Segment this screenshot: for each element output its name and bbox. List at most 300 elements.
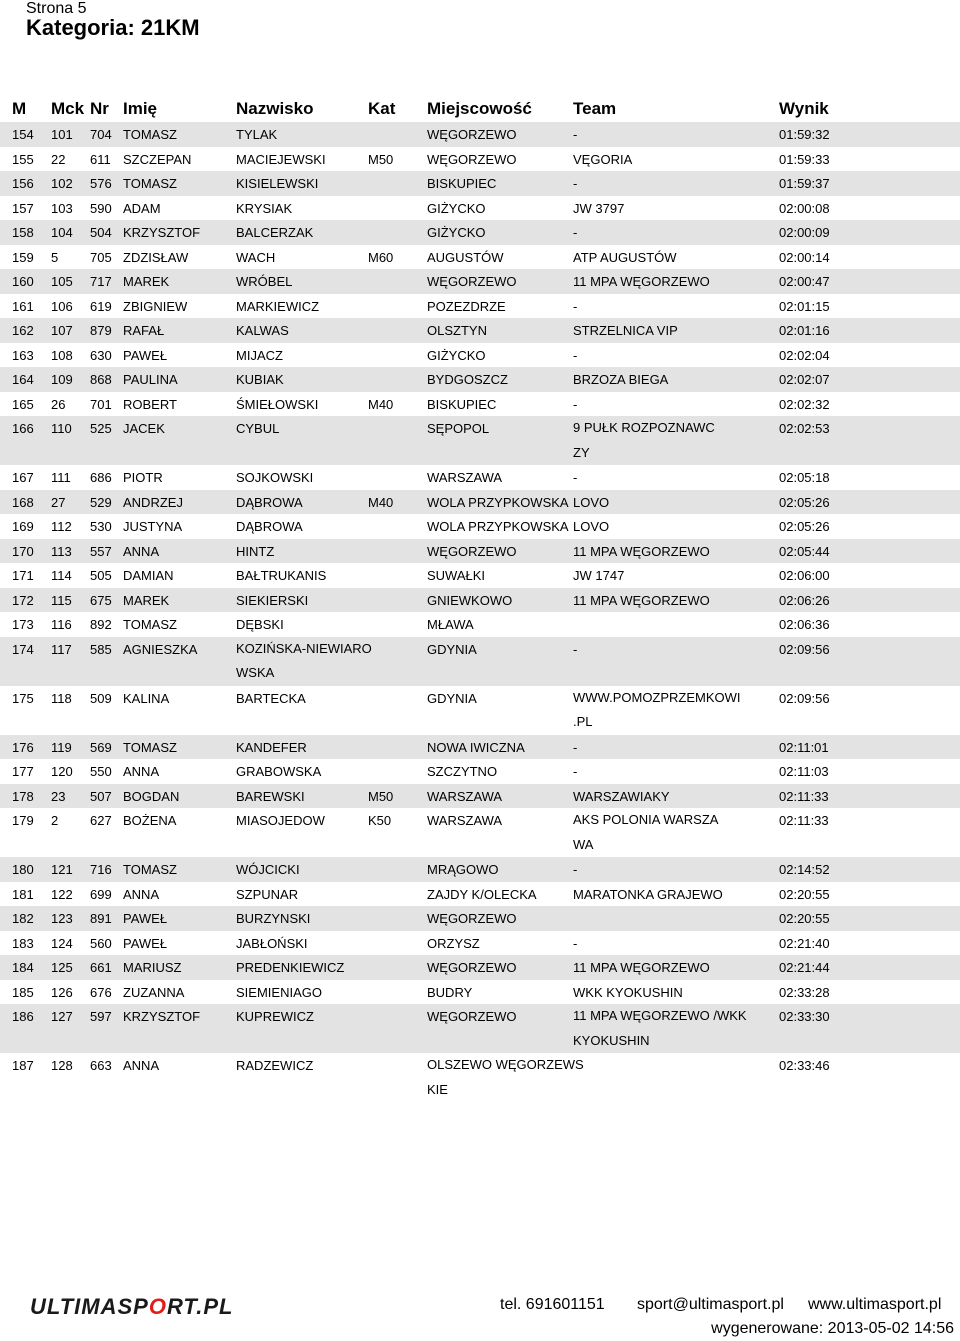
cell-imie: PAWEŁ bbox=[123, 911, 168, 926]
table-row bbox=[0, 1004, 960, 1053]
cell-team: 11 MPA WĘGORZEWO /WKK KYOKUSHIN bbox=[573, 1008, 747, 1048]
cell-nazwisko: DĄBROWA bbox=[236, 494, 303, 510]
cell-nazwisko: RADZEWICZ bbox=[236, 1058, 314, 1073]
cell-miejscowosc: AUGUSTÓW bbox=[427, 249, 504, 265]
cell-wynik: 02:11:33 bbox=[779, 813, 829, 828]
cell-mck: 111 bbox=[51, 470, 71, 485]
cell-m: 155 bbox=[12, 151, 34, 167]
cell-nr: 550 bbox=[90, 764, 112, 779]
cell-nr: 891 bbox=[90, 911, 112, 926]
cell-miejscowosc: WĘGORZEWO bbox=[427, 274, 517, 289]
cell-m: 184 bbox=[12, 960, 34, 975]
cell-nr: 879 bbox=[90, 323, 112, 338]
cell-mck: 114 bbox=[51, 568, 72, 583]
cell-nazwisko: BARTECKA bbox=[236, 690, 306, 706]
cell-wynik: 02:02:07 bbox=[779, 372, 830, 387]
cell-nr: 590 bbox=[90, 200, 112, 216]
cell-miejscowosc: GNIEWKOWO bbox=[427, 592, 513, 608]
cell-nr: 892 bbox=[90, 617, 112, 632]
cell-miejscowosc: OLSZEWO WĘGORZEWS KIE bbox=[427, 1057, 584, 1097]
cell-nazwisko: CYBUL bbox=[236, 421, 280, 436]
cell-imie: RAFAŁ bbox=[123, 323, 165, 338]
cell-miejscowosc: SĘPOPOL bbox=[427, 421, 490, 436]
cell-imie: JUSTYNA bbox=[123, 519, 183, 534]
cell-kat: M50 bbox=[368, 151, 394, 167]
cell-mck: 116 bbox=[51, 617, 72, 632]
cell-imie: TOMASZ bbox=[123, 862, 177, 877]
cell-m: 163 bbox=[12, 347, 34, 363]
cell-nazwisko: DĄBROWA bbox=[236, 519, 303, 534]
cell-imie: BOGDAN bbox=[123, 788, 180, 804]
cell-m: 154 bbox=[12, 127, 34, 142]
cell-nazwisko: KOZIŃSKA-NIEWIARO WSKA bbox=[236, 640, 372, 680]
cell-m: 185 bbox=[12, 984, 34, 1000]
cell-nr: 525 bbox=[90, 421, 112, 436]
cell-wynik: 02:02:53 bbox=[779, 421, 830, 436]
cell-nazwisko: BAŁTRUKANIS bbox=[236, 568, 327, 583]
cell-wynik: 02:11:33 bbox=[779, 788, 829, 804]
footer bbox=[0, 1290, 960, 1341]
cell-m: 156 bbox=[12, 176, 34, 191]
cell-m: 166 bbox=[12, 421, 34, 436]
cell-nr: 597 bbox=[90, 1009, 112, 1024]
cell-m: 177 bbox=[12, 764, 34, 779]
cell-team: WARSZAWIAKY bbox=[573, 788, 670, 804]
cell-miejscowosc: WOLA PRZYPKOWSKA bbox=[427, 519, 569, 534]
cell-mck: 124 bbox=[51, 935, 73, 951]
cell-kat: M50 bbox=[368, 788, 394, 804]
cell-mck: 125 bbox=[51, 960, 73, 975]
cell-wynik: 02:06:26 bbox=[779, 592, 830, 608]
cell-nr: 676 bbox=[90, 984, 112, 1000]
table-row bbox=[0, 196, 960, 221]
cell-mck: 119 bbox=[51, 739, 72, 755]
table-row bbox=[0, 588, 960, 613]
cell-miejscowosc: WĘGORZEWO bbox=[427, 151, 517, 167]
cell-miejscowosc: WĘGORZEWO bbox=[427, 543, 517, 559]
cell-nr: 661 bbox=[90, 960, 112, 975]
cell-wynik: 02:06:00 bbox=[779, 568, 830, 583]
cell-miejscowosc: NOWA IWICZNA bbox=[427, 739, 525, 755]
cell-miejscowosc: BISKUPIEC bbox=[427, 396, 497, 412]
cell-m: 160 bbox=[12, 274, 34, 289]
cell-team: 11 MPA WĘGORZEWO bbox=[573, 274, 710, 289]
cell-miejscowosc: WĘGORZEWO bbox=[427, 1009, 517, 1024]
cell-mck: 107 bbox=[51, 323, 73, 338]
cell-team: AKS POLONIA WARSZA WA bbox=[573, 812, 719, 852]
results-table bbox=[0, 122, 960, 1102]
cell-team: - bbox=[573, 470, 578, 485]
cell-nr: 701 bbox=[90, 396, 112, 412]
cell-wynik: 02:20:55 bbox=[779, 911, 830, 926]
cell-nazwisko: KUBIAK bbox=[236, 372, 284, 387]
cell-nazwisko: KRYSIAK bbox=[236, 200, 293, 216]
cell-mck: 126 bbox=[51, 984, 73, 1000]
cell-team: - bbox=[573, 935, 578, 951]
col-header-nazwisko: Nazwisko bbox=[236, 99, 314, 118]
cell-wynik: 02:11:03 bbox=[779, 764, 829, 779]
cell-team: - bbox=[573, 225, 578, 240]
table-row bbox=[0, 955, 960, 980]
table-row bbox=[0, 294, 960, 319]
cell-mck: 118 bbox=[51, 690, 72, 706]
cell-nr: 627 bbox=[90, 813, 112, 828]
cell-team: - bbox=[573, 127, 578, 142]
footer-website[interactable]: www.ultimasport.pl bbox=[808, 1296, 942, 1313]
cell-mck: 2 bbox=[51, 813, 59, 828]
cell-miejscowosc: WĘGORZEWO bbox=[427, 960, 517, 975]
cell-nr: 611 bbox=[90, 151, 111, 167]
table-row bbox=[0, 147, 960, 172]
cell-imie: ZUZANNA bbox=[123, 984, 185, 1000]
cell-nazwisko: KALWAS bbox=[236, 323, 289, 338]
cell-m: 171 bbox=[12, 568, 34, 583]
cell-wynik: 02:09:56 bbox=[779, 690, 830, 706]
cell-team: LOVO bbox=[573, 494, 610, 510]
cell-mck: 127 bbox=[51, 1009, 73, 1024]
cell-team: STRZELNICA VIP bbox=[573, 323, 678, 338]
cell-team: 11 MPA WĘGORZEWO bbox=[573, 960, 710, 975]
cell-mck: 104 bbox=[51, 225, 73, 240]
table-row bbox=[0, 882, 960, 907]
cell-imie: TOMASZ bbox=[123, 127, 177, 142]
cell-imie: PIOTR bbox=[123, 470, 163, 485]
cell-team: - bbox=[573, 862, 578, 877]
cell-mck: 26 bbox=[51, 396, 66, 412]
cell-nr: 530 bbox=[90, 519, 112, 534]
page-label: Strona 5 bbox=[26, 0, 87, 17]
cell-m: 187 bbox=[12, 1058, 34, 1073]
cell-miejscowosc: OLSZTYN bbox=[427, 323, 487, 338]
cell-imie: PAWEŁ bbox=[123, 935, 168, 951]
cell-wynik: 02:00:09 bbox=[779, 225, 830, 240]
cell-team: ATP AUGUSTÓW bbox=[573, 249, 677, 265]
cell-m: 181 bbox=[12, 886, 34, 902]
cell-miejscowosc: BYDGOSZCZ bbox=[427, 372, 508, 387]
cell-wynik: 02:01:16 bbox=[779, 323, 830, 338]
cell-imie: KRZYSZTOF bbox=[123, 225, 201, 240]
cell-wynik: 02:05:26 bbox=[779, 519, 830, 534]
cell-imie: AGNIESZKA bbox=[123, 641, 198, 657]
cell-wynik: 01:59:33 bbox=[779, 151, 830, 167]
cell-nazwisko: MARKIEWICZ bbox=[236, 298, 320, 314]
cell-nr: 619 bbox=[90, 298, 112, 314]
cell-nazwisko: TYLAK bbox=[236, 127, 278, 142]
cell-m: 180 bbox=[12, 862, 34, 877]
cell-nazwisko: WRÓBEL bbox=[236, 274, 293, 289]
cell-wynik: 01:59:37 bbox=[779, 176, 830, 191]
col-header-mck: Mck bbox=[51, 99, 85, 118]
cell-wynik: 02:21:44 bbox=[779, 960, 830, 975]
cell-mck: 23 bbox=[51, 788, 66, 804]
cell-miejscowosc: WĘGORZEWO bbox=[427, 127, 517, 142]
cell-nr: 509 bbox=[90, 690, 112, 706]
cell-team: - bbox=[573, 347, 578, 363]
cell-nazwisko: MIJACZ bbox=[236, 347, 283, 363]
cell-nazwisko: KUPREWICZ bbox=[236, 1009, 314, 1024]
cell-m: 165 bbox=[12, 396, 34, 412]
cell-imie: KALINA bbox=[123, 690, 170, 706]
cell-team: - bbox=[573, 764, 578, 779]
cell-imie: TOMASZ bbox=[123, 176, 177, 191]
cell-wynik: 02:33:46 bbox=[779, 1058, 830, 1073]
cell-team: - bbox=[573, 641, 578, 657]
cell-miejscowosc: ZAJDY K/OLECKA bbox=[427, 886, 537, 902]
cell-nazwisko: BURZYNSKI bbox=[236, 911, 311, 926]
table-row bbox=[0, 980, 960, 1005]
cell-nr: 705 bbox=[90, 249, 112, 265]
cell-team: 11 MPA WĘGORZEWO bbox=[573, 543, 710, 559]
cell-wynik: 02:00:14 bbox=[779, 249, 830, 265]
cell-mck: 103 bbox=[51, 200, 73, 216]
cell-nazwisko: WÓJCICKI bbox=[236, 862, 300, 877]
cell-wynik: 02:21:40 bbox=[779, 935, 830, 951]
cell-imie: BOŻENA bbox=[123, 813, 177, 828]
table-header bbox=[0, 97, 960, 121]
cell-wynik: 02:05:44 bbox=[779, 543, 830, 559]
ultimasport-logo: ULTIMASPORT.PL bbox=[30, 1294, 234, 1319]
cell-nazwisko: HINTZ bbox=[236, 543, 275, 559]
cell-m: 164 bbox=[12, 372, 34, 387]
col-header-nr: Nr bbox=[90, 99, 109, 118]
cell-nr: 686 bbox=[90, 470, 112, 485]
cell-nazwisko: SIEKIERSKI bbox=[236, 592, 309, 608]
table-row bbox=[0, 220, 960, 245]
cell-nazwisko: SIEMIENIAGO bbox=[236, 984, 322, 1000]
cell-mck: 123 bbox=[51, 911, 73, 926]
cell-imie: SZCZEPAN bbox=[123, 151, 192, 167]
cell-nazwisko: SOJKOWSKI bbox=[236, 470, 314, 485]
cell-mck: 5 bbox=[51, 249, 59, 265]
cell-wynik: 02:14:52 bbox=[779, 862, 830, 877]
cell-nr: 663 bbox=[90, 1058, 112, 1073]
table-row bbox=[0, 392, 960, 417]
cell-imie: ZDZISŁAW bbox=[123, 249, 189, 265]
cell-nr: 507 bbox=[90, 788, 112, 804]
cell-imie: ZBIGNIEW bbox=[123, 298, 188, 314]
cell-mck: 110 bbox=[51, 421, 72, 436]
cell-kat: M60 bbox=[368, 249, 394, 265]
cell-mck: 105 bbox=[51, 274, 73, 289]
cell-imie: DAMIAN bbox=[123, 568, 174, 583]
table-row bbox=[0, 563, 960, 588]
col-header-miejscowosc: Miejscowość bbox=[427, 99, 532, 118]
cell-nr: 868 bbox=[90, 372, 112, 387]
cell-imie: KRZYSZTOF bbox=[123, 1009, 201, 1024]
cell-m: 173 bbox=[12, 617, 34, 632]
cell-imie: ANDRZEJ bbox=[123, 494, 183, 510]
cell-miejscowosc: WOLA PRZYPKOWSKA bbox=[427, 494, 569, 510]
cell-nazwisko: GRABOWSKA bbox=[236, 764, 322, 779]
cell-miejscowosc: WARSZAWA bbox=[427, 813, 503, 828]
cell-team: - bbox=[573, 739, 578, 755]
cell-mck: 108 bbox=[51, 347, 73, 363]
cell-nazwisko: JABŁOŃSKI bbox=[236, 935, 308, 951]
cell-nr: 716 bbox=[90, 862, 112, 877]
table-row bbox=[0, 808, 960, 857]
cell-nr: 585 bbox=[90, 641, 112, 657]
cell-wynik: 02:01:15 bbox=[779, 298, 830, 314]
cell-nazwisko: SZPUNAR bbox=[236, 886, 299, 902]
cell-imie: ANNA bbox=[123, 543, 160, 559]
cell-mck: 120 bbox=[51, 764, 73, 779]
cell-imie: ROBERT bbox=[123, 396, 177, 412]
cell-wynik: 01:59:32 bbox=[779, 127, 830, 142]
cell-imie: PAWEŁ bbox=[123, 347, 168, 363]
cell-m: 157 bbox=[12, 200, 34, 216]
cell-miejscowosc: BISKUPIEC bbox=[427, 176, 497, 191]
table-row bbox=[0, 1053, 960, 1102]
cell-wynik: 02:33:30 bbox=[779, 1009, 830, 1024]
cell-nazwisko: MACIEJEWSKI bbox=[236, 151, 326, 167]
cell-mck: 22 bbox=[51, 151, 66, 167]
cell-nr: 569 bbox=[90, 739, 112, 755]
cell-wynik: 02:20:55 bbox=[779, 886, 830, 902]
table-row bbox=[0, 318, 960, 343]
col-header-imie: Imię bbox=[123, 99, 158, 118]
cell-nr: 505 bbox=[90, 568, 112, 583]
cell-m: 178 bbox=[12, 788, 34, 804]
cell-imie: TOMASZ bbox=[123, 739, 177, 755]
cell-miejscowosc: SUWAŁKI bbox=[427, 568, 486, 583]
generated-timestamp: wygenerowane: 2013-05-02 14:56 bbox=[711, 1320, 954, 1337]
cell-m: 174 bbox=[12, 641, 34, 657]
cell-miejscowosc: GDYNIA bbox=[427, 690, 477, 706]
cell-mck: 106 bbox=[51, 298, 73, 314]
cell-m: 176 bbox=[12, 739, 34, 755]
cell-wynik: 02:33:28 bbox=[779, 984, 830, 1000]
cell-m: 175 bbox=[12, 690, 34, 706]
table-row bbox=[0, 686, 960, 735]
cell-m: 183 bbox=[12, 935, 34, 951]
cell-team: WWW.POMOZPRZEMKOWI .PL bbox=[573, 689, 741, 729]
cell-nr: 576 bbox=[90, 176, 112, 191]
cell-wynik: 02:00:47 bbox=[779, 274, 830, 289]
cell-m: 158 bbox=[12, 225, 34, 240]
col-header-kat: Kat bbox=[368, 99, 396, 118]
cell-miejscowosc: POZEZDRZE bbox=[427, 298, 506, 314]
cell-m: 168 bbox=[12, 494, 34, 510]
cell-m: 182 bbox=[12, 911, 34, 926]
cell-wynik: 02:02:04 bbox=[779, 347, 830, 363]
cell-nazwisko: ŚMIEŁOWSKI bbox=[236, 396, 319, 412]
table-row bbox=[0, 539, 960, 564]
cell-m: 167 bbox=[12, 470, 34, 485]
cell-nr: 504 bbox=[90, 225, 112, 240]
table-row bbox=[0, 759, 960, 784]
cell-imie: MAREK bbox=[123, 592, 170, 608]
cell-imie: ANNA bbox=[123, 1058, 160, 1073]
table-row bbox=[0, 269, 960, 294]
cell-mck: 117 bbox=[51, 641, 72, 657]
cell-wynik: 02:05:18 bbox=[779, 470, 830, 485]
table-row bbox=[0, 735, 960, 760]
cell-m: 169 bbox=[12, 519, 34, 534]
cell-nazwisko: WACH bbox=[236, 249, 276, 265]
cell-m: 186 bbox=[12, 1009, 34, 1024]
cell-miejscowosc: GIŻYCKO bbox=[427, 200, 486, 216]
cell-miejscowosc: GIŻYCKO bbox=[427, 347, 486, 363]
cell-miejscowosc: ORZYSZ bbox=[427, 935, 480, 951]
cell-wynik: 02:05:26 bbox=[779, 494, 830, 510]
cell-kat: K50 bbox=[368, 813, 392, 828]
cell-team: BRZOZA BIEGA bbox=[573, 372, 669, 387]
cell-nr: 529 bbox=[90, 494, 112, 510]
cell-miejscowosc: MŁAWA bbox=[427, 617, 474, 632]
cell-wynik: 02:02:32 bbox=[779, 396, 830, 412]
cell-team: JW 1747 bbox=[573, 568, 625, 583]
cell-team: - bbox=[573, 298, 578, 314]
cell-miejscowosc: WARSZAWA bbox=[427, 788, 503, 804]
col-header-m: M bbox=[12, 99, 27, 118]
cell-team: WKK KYOKUSHIN bbox=[573, 984, 683, 1000]
cell-miejscowosc: SZCZYTNO bbox=[427, 764, 498, 779]
cell-imie: MARIUSZ bbox=[123, 960, 182, 975]
cell-m: 162 bbox=[12, 323, 34, 338]
cell-nazwisko: BAREWSKI bbox=[236, 788, 305, 804]
table-row bbox=[0, 784, 960, 809]
cell-wynik: 02:06:36 bbox=[779, 617, 830, 632]
col-header-team: Team bbox=[573, 99, 617, 118]
col-header-wynik: Wynik bbox=[779, 99, 829, 118]
cell-m: 172 bbox=[12, 592, 34, 608]
cell-nr: 699 bbox=[90, 886, 112, 902]
cell-nazwisko: KISIELEWSKI bbox=[236, 176, 319, 191]
cell-mck: 109 bbox=[51, 372, 73, 387]
table-row bbox=[0, 122, 960, 147]
cell-m: 179 bbox=[12, 813, 34, 828]
cell-imie: MAREK bbox=[123, 274, 170, 289]
cell-mck: 122 bbox=[51, 886, 73, 902]
cell-mck: 113 bbox=[51, 543, 72, 559]
cell-nazwisko: BALCERZAK bbox=[236, 225, 314, 240]
category-title: Kategoria: 21KM bbox=[26, 15, 200, 40]
cell-team: - bbox=[573, 396, 578, 412]
table-row bbox=[0, 514, 960, 539]
footer-phone: tel. 691601151 bbox=[500, 1296, 605, 1313]
cell-imie: ANNA bbox=[123, 764, 160, 779]
cell-miejscowosc: WĘGORZEWO bbox=[427, 911, 517, 926]
table-row bbox=[0, 490, 960, 515]
table-row bbox=[0, 416, 960, 465]
cell-mck: 128 bbox=[51, 1058, 73, 1073]
cell-miejscowosc: MRĄGOWO bbox=[427, 862, 499, 877]
table-row bbox=[0, 245, 960, 270]
cell-miejscowosc: GDYNIA bbox=[427, 641, 477, 657]
cell-imie: TOMASZ bbox=[123, 617, 177, 632]
footer-email[interactable]: sport@ultimasport.pl bbox=[637, 1296, 784, 1313]
cell-kat: M40 bbox=[368, 494, 394, 510]
cell-nr: 560 bbox=[90, 935, 112, 951]
cell-nazwisko: PREDENKIEWICZ bbox=[236, 960, 345, 975]
cell-team: MARATONKA GRAJEWO bbox=[573, 886, 723, 902]
table-row bbox=[0, 367, 960, 392]
cell-imie: ADAM bbox=[123, 200, 161, 216]
cell-miejscowosc: WARSZAWA bbox=[427, 470, 503, 485]
cell-nazwisko: DĘBSKI bbox=[236, 617, 284, 632]
table-row bbox=[0, 857, 960, 882]
cell-team: JW 3797 bbox=[573, 200, 625, 216]
cell-nazwisko: KANDEFER bbox=[236, 739, 307, 755]
cell-nr: 717 bbox=[90, 274, 112, 289]
cell-m: 159 bbox=[12, 249, 34, 265]
table-row bbox=[0, 343, 960, 368]
cell-m: 161 bbox=[12, 298, 34, 314]
table-row bbox=[0, 465, 960, 490]
cell-mck: 121 bbox=[51, 862, 73, 877]
table-row bbox=[0, 637, 960, 686]
cell-miejscowosc: GIŻYCKO bbox=[427, 225, 486, 240]
